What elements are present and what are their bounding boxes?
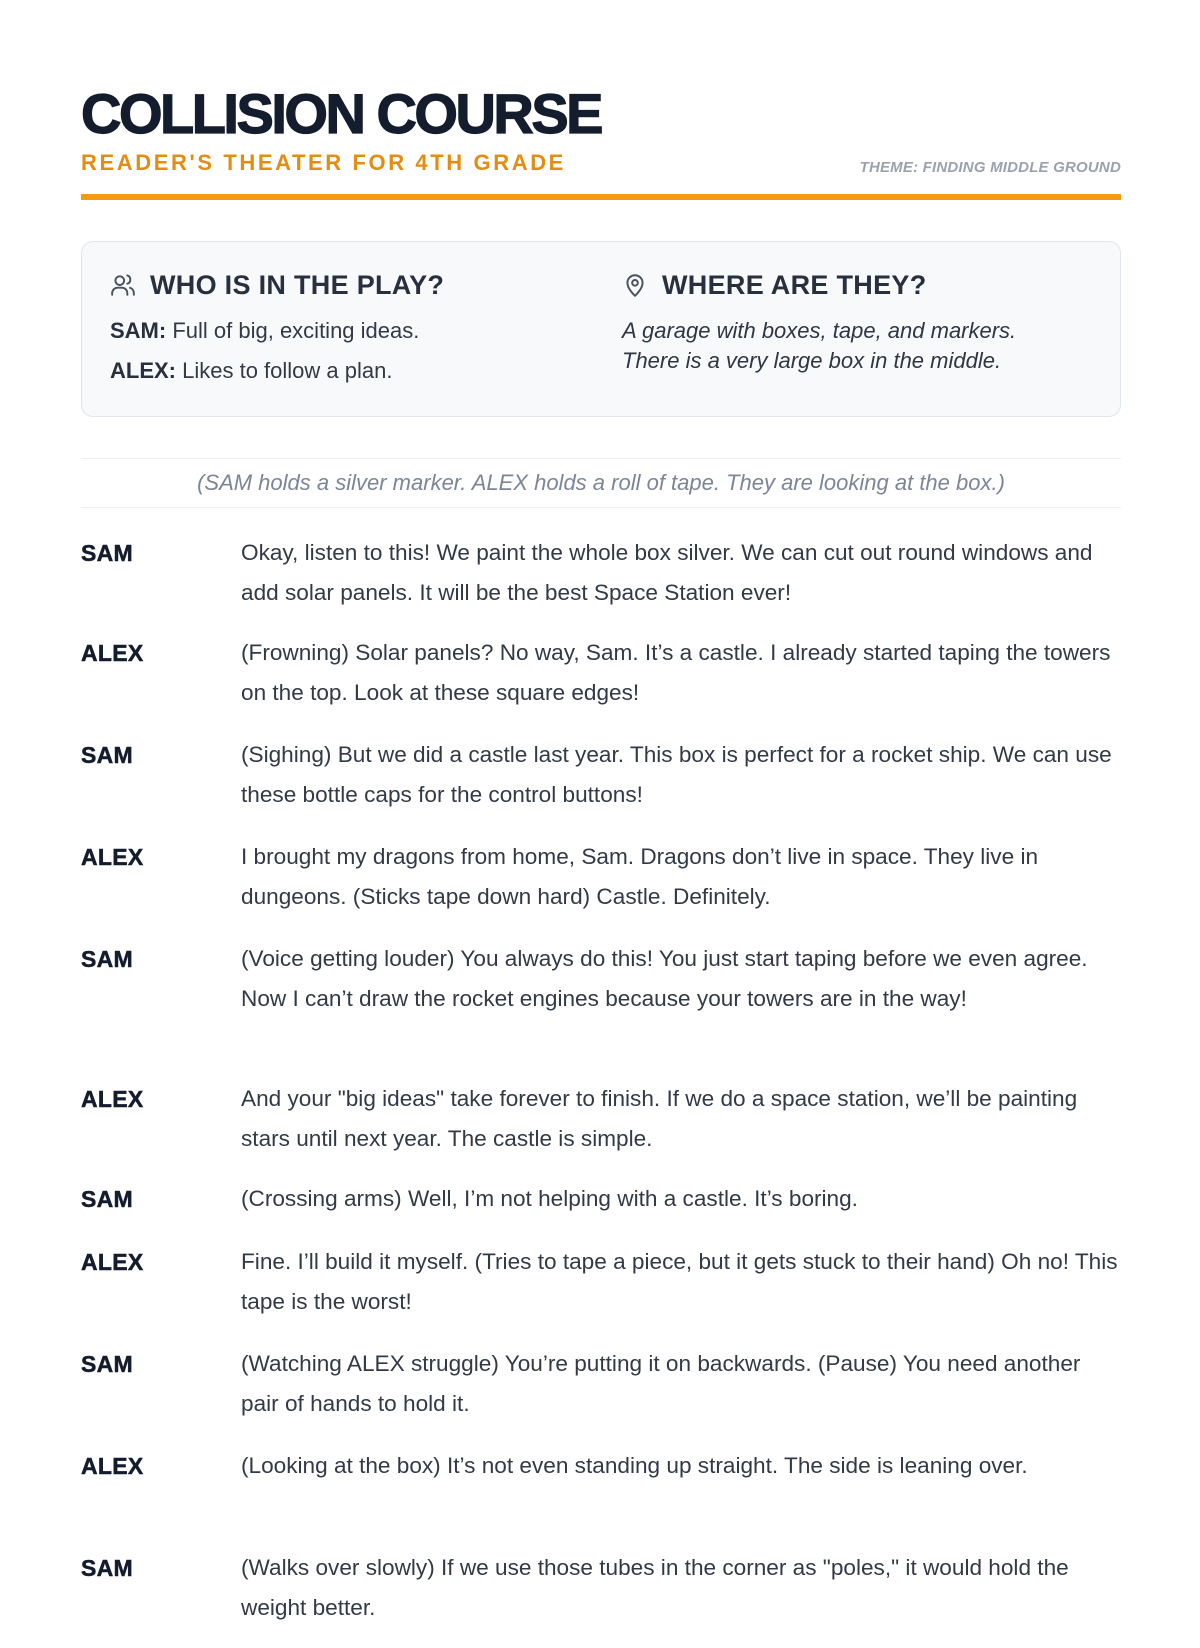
dialogue-line xyxy=(81,533,1121,633)
map-pin-icon xyxy=(622,272,648,298)
play-title: COLLISION COURSE xyxy=(81,82,602,145)
setting-heading xyxy=(622,268,1092,302)
speech-text: Fine. I’ll build it myself. (Tries to tape a piece, but it gets stuck to their hand) Oh no! This tape is the worst! xyxy=(241,1249,1118,1314)
speaker-name: SAM xyxy=(81,540,134,566)
dialogue-line xyxy=(81,1548,1121,1648)
speech-text: (Watching ALEX struggle) You’re putting it on backwards. (Pause) You need another pair of hands to hold it. xyxy=(241,1351,1081,1416)
cast-heading-text: WHO IS IN THE PLAY? xyxy=(150,269,445,300)
speaker-name: ALEX xyxy=(81,640,144,666)
setting-line: A garage with boxes, tape, and markers. xyxy=(622,318,1017,343)
dialogue-line xyxy=(81,1344,1121,1446)
speech-text: (Walks over slowly) If we use those tubes in the corner as "poles," it would hold the weight better. xyxy=(241,1555,1069,1620)
speaker-name: SAM xyxy=(81,946,134,972)
cast-member-sam xyxy=(110,318,590,344)
dialogue-line xyxy=(81,633,1121,735)
speaker-name: ALEX xyxy=(81,1453,144,1479)
info-card xyxy=(81,241,1121,417)
header-divider xyxy=(81,194,1121,200)
dialogue-line xyxy=(81,939,1121,1079)
dialogue-line xyxy=(81,1446,1121,1548)
setting-section xyxy=(622,268,1092,376)
speech-text: Okay, listen to this! We paint the whole box silver. We can cut out round windows and add solar panels. It will be the best Space Station ever! xyxy=(241,540,1093,605)
users-icon xyxy=(110,272,136,298)
cast-name: SAM: xyxy=(110,318,167,343)
speech-text: I brought my dragons from home, Sam. Dragons don’t live in space. They live in dungeons. (Sticks tape down hard) Castle. Definitely. xyxy=(241,844,1039,909)
speaker-name: ALEX xyxy=(81,1249,144,1275)
dialogue-line xyxy=(81,735,1121,837)
cast-name: ALEX: xyxy=(110,358,176,383)
speaker-name: ALEX xyxy=(81,844,144,870)
theme-label: THEME: FINDING MIDDLE GROUND xyxy=(859,159,1121,176)
setting-line: There is a very large box in the middle. xyxy=(622,348,1002,373)
dialogue-list xyxy=(81,533,1121,1648)
speech-text: (Voice getting louder) You always do this! You just start taping before we even agree. Now I can’t draw the rocket engines because your towers are in the way! xyxy=(241,946,1088,1011)
speech-text: (Sighing) But we did a castle last year. This box is perfect for a rocket ship. We can use these bottle caps for the control buttons! xyxy=(241,742,1112,807)
speaker-name: SAM xyxy=(81,1351,134,1377)
speaker-name: ALEX xyxy=(81,1086,144,1112)
speech-text: And your "big ideas" take forever to finish. If we do a space station, we’ll be painting stars until next year. The castle is simple. xyxy=(241,1086,1078,1151)
cast-desc: Likes to follow a plan. xyxy=(182,358,393,383)
speaker-name: SAM xyxy=(81,1555,134,1581)
cast-member-alex xyxy=(110,358,590,384)
play-subtitle: READER'S THEATER FOR 4TH GRADE xyxy=(81,150,566,175)
dialogue-line xyxy=(81,837,1121,939)
dialogue-line xyxy=(81,1179,1121,1242)
cast-heading xyxy=(110,268,590,302)
cast-desc: Full of big, exciting ideas. xyxy=(172,318,420,343)
cast-section xyxy=(110,268,590,384)
speaker-name: SAM xyxy=(81,742,134,768)
stage-direction: (SAM holds a silver marker. ALEX holds a roll of tape. They are looking at the box.) xyxy=(81,458,1121,508)
speaker-name: SAM xyxy=(81,1186,134,1212)
setting-heading-text: WHERE ARE THEY? xyxy=(662,269,927,300)
dialogue-line xyxy=(81,1079,1121,1179)
dialogue-line xyxy=(81,1242,1121,1344)
setting-description xyxy=(622,316,1092,376)
speech-text: (Frowning) Solar panels? No way, Sam. It’s a castle. I already started taping the towers on the top. Look at these square edges! xyxy=(241,640,1111,705)
speech-text: (Crossing arms) Well, I’m not helping with a castle. It’s boring. xyxy=(241,1186,858,1211)
speech-text: (Looking at the box) It’s not even standing up straight. The side is leaning over. xyxy=(241,1453,1028,1478)
